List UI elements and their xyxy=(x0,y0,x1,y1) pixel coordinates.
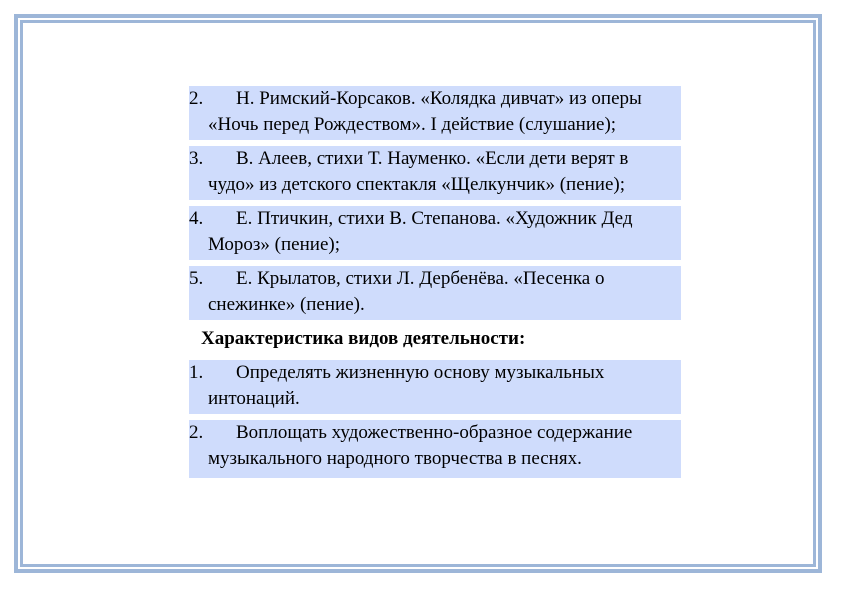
list-item-text: Е. Крылатов, стихи Л. Дербенёва. «Песенка о снежинке» (пение). xyxy=(208,268,605,315)
list-item xyxy=(189,360,681,414)
slide-content xyxy=(189,86,681,478)
list-item-number: 3. xyxy=(189,148,204,169)
list-item xyxy=(189,146,681,200)
list-item-text: В. Алеев, стихи Т. Науменко. «Если дети верят в чудо» из детского спектакля «Щелкунчик» (пение); xyxy=(208,148,629,195)
list-item-text: Н. Римский-Корсаков. «Колядка дивчат» из оперы «Ночь перед Рождеством». I действие (слушание); xyxy=(208,88,642,135)
list-item xyxy=(189,420,681,478)
list-item-text: Е. Птичкин, стихи В. Степанова. «Художник Дед Мороз» (пение); xyxy=(208,208,633,255)
list-item-number: 4. xyxy=(189,208,204,229)
section-heading-text: Характеристика видов деятельности: xyxy=(201,328,526,349)
list-item-text: Определять жизненную основу музыкальных интонаций. xyxy=(208,362,605,409)
list-item xyxy=(189,206,681,260)
list-item-text: Воплощать художественно-образное содержание музыкального народного творчества в песнях. xyxy=(208,422,633,469)
list-item xyxy=(189,86,681,140)
list-item xyxy=(189,266,681,320)
list-item-number: 2. xyxy=(189,88,204,109)
section-heading xyxy=(197,326,681,356)
list-item-number: 2. xyxy=(189,422,204,443)
list-item-number: 1. xyxy=(189,362,204,383)
list-item-number: 5. xyxy=(189,268,204,289)
